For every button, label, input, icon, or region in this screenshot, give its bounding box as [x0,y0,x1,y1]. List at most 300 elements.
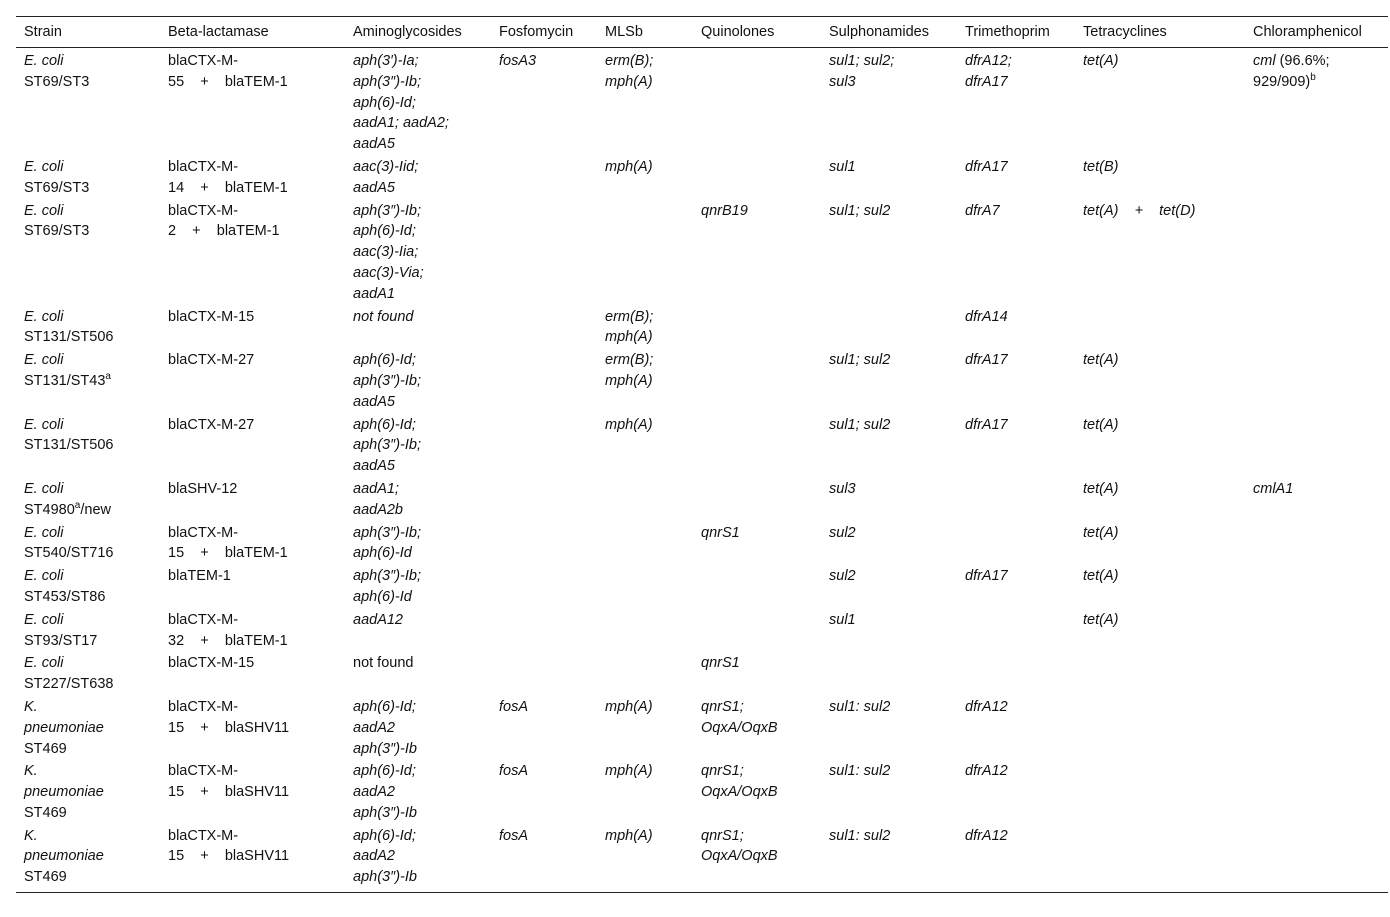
cell-sulphonamides [821,478,957,522]
cell-line: mph(A) [605,329,653,346]
header-chloramphenicol: Chloramphenicol [1245,17,1388,48]
table-row [16,696,1388,760]
cell-sulphonamides [821,306,957,350]
cell-line: aph(3″)-Ib [353,740,417,757]
cell-fosfomycin [491,48,597,156]
cell-aminoglycosides [345,760,491,824]
cell-tetracyclines [1075,414,1245,478]
cell-line: aph(6)-Id; [353,94,416,111]
cell-trimethoprim [957,760,1075,824]
cell-line: aph(3′)-Ia; [353,53,419,69]
cell-line: aph(6)-Id; [353,763,416,780]
cell-strain [16,652,160,696]
cell-fosfomycin [491,825,597,893]
cell-aminoglycosides [345,156,491,200]
strain-sequence-type: ST4980 [24,501,75,518]
cell-line: blaCTX-M-27 [168,352,255,369]
cell-aminoglycosides [345,696,491,760]
strain-sequence-type: ST131/ST43 [24,372,106,389]
cell-line: dfrA12 [965,698,1008,715]
cell-line: E. coli [24,53,64,69]
cell-line: K. [24,827,38,844]
cell-line: dfrA17 [965,158,1008,175]
cell-sulphonamides [821,760,957,824]
cell-chloramphenicol [1245,414,1388,478]
cell-quinolones [693,522,821,566]
cell-line: blaCTX-M-15 [168,308,255,325]
cell-line: mph(A) [605,372,653,389]
cell-line: 32 + blaTEM-1 [168,632,288,649]
cell-line: ST469 [24,869,67,886]
cell-line: erm(B); [605,53,654,69]
cell-beta-lactamase [160,48,345,156]
cell-mlsb [597,200,693,306]
cell-chloramphenicol [1245,306,1388,350]
cell-line: qnrS1; [701,827,744,844]
cell-line: sul1 [829,158,856,175]
cell-line: K. [24,763,38,780]
cell-mlsb [597,349,693,413]
cell-mlsb [597,609,693,653]
cell-line: aph(3″)-Ib; [353,372,421,389]
cell-aminoglycosides [345,565,491,609]
cell-line: qnrB19 [701,202,748,219]
cell-line: mph(A) [605,73,653,90]
cell-line: sul1; sul2; [829,53,895,69]
cell-fosfomycin [491,349,597,413]
cell-line: mph(A) [605,158,653,175]
cell-mlsb [597,565,693,609]
cell-beta-lactamase [160,156,345,200]
cell-quinolones [693,200,821,306]
cell-strain [16,609,160,653]
cell-line: aadA1 [353,285,395,302]
cell-sulphonamides [821,522,957,566]
cell-sulphonamides [821,48,957,156]
cell-quinolones [693,48,821,156]
cell-line: aph(6)-Id; [353,698,416,715]
cell-line: blaCTX-M- [168,611,239,628]
cell-trimethoprim [957,200,1075,306]
cell-trimethoprim [957,349,1075,413]
cell-chloramphenicol [1245,760,1388,824]
cell-line: qnrS1; [701,698,744,715]
cell-fosfomycin [491,200,597,306]
cell-line: aadA5 [353,393,395,410]
cell-line: aac(3)-Iid; [353,158,419,175]
cell-strain [16,306,160,350]
cell-line: aph(3″)-Ib; [353,524,421,541]
cell-line: qnrS1; [701,763,744,780]
cell-line: 2 + blaTEM-1 [168,223,280,240]
cell-strain [16,760,160,824]
cell-sulphonamides [821,200,957,306]
cell-line: tet(A) [1083,568,1119,585]
cell-line: aph(6)-Id; [353,827,416,844]
cell-trimethoprim [957,306,1075,350]
cell-line: ST131/ST506 [24,437,114,454]
header-beta-lactamase: Beta-lactamase [160,17,345,48]
cell-line: dfrA7 [965,202,1000,219]
table-row [16,349,1388,413]
cell-line: pneumoniae [24,784,104,801]
cell-quinolones [693,825,821,893]
table-row [16,200,1388,306]
cell-quinolones [693,349,821,413]
footnote-marker: a [105,371,111,383]
cell-strain [16,48,160,156]
cell-beta-lactamase [160,414,345,478]
cell-line: aph(3″)-Ib; [353,202,421,219]
cell-strain [16,565,160,609]
cell-line: tet(A) [1083,352,1119,369]
cell-sulphonamides [821,696,957,760]
table-row [16,825,1388,893]
cell-fosfomycin [491,478,597,522]
cell-line [24,500,154,521]
cell-aminoglycosides [345,306,491,350]
header-mlsb: MLSb [597,17,693,48]
cell-line: E. coli [24,158,64,175]
cell-line: dfrA17 [965,73,1008,90]
cell-mlsb [597,652,693,696]
cell-line: aph(6)-Id; [353,416,416,433]
header-row [16,17,1388,48]
cell-trimethoprim [957,478,1075,522]
cell-line: 15 + blaSHV11 [168,848,290,865]
cell-strain [16,349,160,413]
cell-strain [16,200,160,306]
header-sulphonamides: Sulphonamides [821,17,957,48]
cell-line: tet(A) [1083,416,1119,433]
cell-chloramphenicol [1245,565,1388,609]
cell-line: blaCTX-M- [168,763,239,780]
cell-line: blaCTX-M- [168,827,239,844]
table-row [16,652,1388,696]
cell-line: blaCTX-M-15 [168,655,255,672]
cell-beta-lactamase [160,200,345,306]
table-row [16,760,1388,824]
cell-line: E. coli [24,524,64,541]
cell-strain [16,156,160,200]
cell-line: dfrA17 [965,416,1008,433]
cell-line: ST69/ST3 [24,179,90,196]
cell-beta-lactamase [160,478,345,522]
cell-line: ST469 [24,740,67,757]
cell-aminoglycosides [345,478,491,522]
cell-line: 15 + blaSHV11 [168,784,290,801]
gene-identity: (96.6%; [1279,53,1330,69]
cell-line: sul1: sul2 [829,827,891,844]
cell-line: sul3 [829,73,856,90]
cell-line: blaCTX-M- [168,53,239,69]
cell-sulphonamides [821,349,957,413]
cell-line: mph(A) [605,763,653,780]
cell-line [24,371,154,392]
table-body [16,48,1388,893]
cell-line: fosA [499,827,529,844]
cell-trimethoprim [957,652,1075,696]
cell-quinolones [693,306,821,350]
cell-line: qnrS1 [701,524,740,541]
cell-strain [16,478,160,522]
cell-chloramphenicol [1245,522,1388,566]
cell-tetracyclines [1075,156,1245,200]
cell-line: E. coli [24,655,64,672]
cell-quinolones [693,760,821,824]
cell-line: blaCTX-M- [168,202,239,219]
cell-quinolones [693,696,821,760]
cell-sulphonamides [821,156,957,200]
cell-mlsb [597,48,693,156]
cell-line: tet(A) [1083,53,1119,69]
cell-trimethoprim [957,522,1075,566]
cell-line: aph(6)-Id; [353,352,416,369]
cell-mlsb [597,825,693,893]
cell-line: E. coli [24,568,64,585]
cell-sulphonamides [821,414,957,478]
cell-line: tet(B) [1083,158,1119,175]
cell-aminoglycosides [345,825,491,893]
cell-line: aadA5 [353,136,395,153]
cell-mlsb [597,306,693,350]
cell-quinolones [693,414,821,478]
cell-line: blaCTX-M- [168,158,239,175]
cell-fosfomycin [491,652,597,696]
cell-aminoglycosides [345,48,491,156]
cell-line: OqxA/OqxB [701,784,778,801]
table-row [16,565,1388,609]
cell-line: sul1: sul2 [829,763,891,780]
cell-beta-lactamase [160,306,345,350]
cell-line: aph(6)-Id [353,545,412,562]
gene-coverage: 929/909) [1253,73,1311,90]
cell-sulphonamides [821,825,957,893]
footnote-marker: a [74,499,81,511]
cell-line: OqxA/OqxB [701,719,778,736]
cell-line: aadA1; [353,480,399,497]
table-row [16,522,1388,566]
cell-line: dfrA17 [965,568,1008,585]
cell-line: aadA5 [353,179,395,196]
cell-line: blaCTX-M-27 [168,416,255,433]
cell-line: E. coli [24,352,64,369]
cell-quinolones [693,609,821,653]
cell-line: 15 + blaTEM-1 [168,545,288,562]
cell-mlsb [597,760,693,824]
cell-chloramphenicol [1245,652,1388,696]
cell-line: sul1: sul2 [829,698,891,715]
cell-strain [16,825,160,893]
gene-name: cml [1253,53,1276,69]
cell-line: fosA [499,763,529,780]
cell-strain [16,696,160,760]
cell-sulphonamides [821,652,957,696]
header-quinolones: Quinolones [693,17,821,48]
header-tetracyclines: Tetracyclines [1075,17,1245,48]
cell-beta-lactamase [160,609,345,653]
cell-line: ST93/ST17 [24,632,98,649]
cell-line: OqxA/OqxB [701,848,778,865]
resistance-genes-table [16,16,1388,893]
cell-chloramphenicol [1245,200,1388,306]
header-fosfomycin: Fosfomycin [491,17,597,48]
cell-line [1253,72,1382,93]
cell-line: erm(B); [605,308,654,325]
cell-quinolones [693,156,821,200]
cell-aminoglycosides [345,652,491,696]
table-row [16,48,1388,156]
cell-beta-lactamase [160,522,345,566]
gene-name: cmlA1 [1253,480,1294,497]
cell-trimethoprim [957,696,1075,760]
cell-line [1253,479,1382,500]
header-aminoglycosides: Aminoglycosides [345,17,491,48]
cell-chloramphenicol [1245,609,1388,653]
cell-line: ST69/ST3 [24,223,90,240]
cell-line: qnrS1 [701,655,740,672]
cell-line: E. coli [24,480,64,497]
cell-line: mph(A) [605,416,653,433]
cell-line: aadA2b [353,501,403,518]
cell-line: sul2 [829,568,856,585]
cell-line: sul2 [829,524,856,541]
cell-line: not found [353,308,414,325]
cell-beta-lactamase [160,825,345,893]
cell-line: aadA12 [353,611,403,628]
cell-chloramphenicol [1245,696,1388,760]
cell-line: sul3 [829,480,856,497]
cell-line: E. coli [24,611,64,628]
cell-fosfomycin [491,306,597,350]
cell-mlsb [597,696,693,760]
cell-line: aph(3″)-Ib; [353,568,421,585]
cell-quinolones [693,565,821,609]
cell-aminoglycosides [345,200,491,306]
cell-line: mph(A) [605,827,653,844]
cell-line: pneumoniae [24,719,104,736]
cell-line: mph(A) [605,698,653,715]
cell-mlsb [597,522,693,566]
cell-line: fosA3 [499,53,537,69]
cell-fosfomycin [491,522,597,566]
cell-line: blaCTX-M- [168,698,239,715]
cell-line: aadA2 [353,719,395,736]
cell-mlsb [597,156,693,200]
cell-line: blaTEM-1 [168,568,231,585]
cell-chloramphenicol [1245,825,1388,893]
cell-line [1253,51,1382,72]
header-strain: Strain [16,17,160,48]
cell-line: aac(3)-Via; [353,264,424,281]
cell-tetracyclines [1075,522,1245,566]
cell-sulphonamides [821,565,957,609]
cell-beta-lactamase [160,652,345,696]
cell-chloramphenicol [1245,156,1388,200]
cell-line: dfrA12 [965,827,1008,844]
cell-chloramphenicol [1245,349,1388,413]
cell-line: 15 + blaSHV11 [168,719,290,736]
cell-line: E. coli [24,202,64,219]
cell-line: sul1; sul2 [829,202,891,219]
cell-line: aph(6)-Id [353,588,412,605]
cell-trimethoprim [957,156,1075,200]
cell-quinolones [693,478,821,522]
cell-tetracyclines [1075,825,1245,893]
cell-tetracyclines [1075,200,1245,306]
cell-aminoglycosides [345,522,491,566]
cell-line: sul1 [829,611,856,628]
cell-mlsb [597,478,693,522]
cell-line: ST69/ST3 [24,73,90,90]
cell-tetracyclines [1075,652,1245,696]
table-row [16,478,1388,522]
cell-tetracyclines [1075,478,1245,522]
cell-fosfomycin [491,414,597,478]
cell-line: fosA [499,698,529,715]
cell-line: 55 + blaTEM-1 [168,73,288,90]
cell-beta-lactamase [160,696,345,760]
cell-line: erm(B); [605,352,654,369]
cell-fosfomycin [491,696,597,760]
table-row [16,414,1388,478]
cell-trimethoprim [957,414,1075,478]
cell-mlsb [597,414,693,478]
cell-line: blaCTX-M- [168,524,239,541]
cell-aminoglycosides [345,414,491,478]
cell-aminoglycosides [345,349,491,413]
cell-line: aph(3″)-Ib [353,804,417,821]
cell-line: aadA2 [353,784,395,801]
cell-fosfomycin [491,565,597,609]
cell-chloramphenicol [1245,478,1388,522]
cell-fosfomycin [491,156,597,200]
cell-line: K. [24,698,38,715]
cell-aminoglycosides [345,609,491,653]
cell-line: aadA5 [353,458,395,475]
cell-line: ST540/ST716 [24,545,114,562]
cell-tetracyclines [1075,609,1245,653]
cell-line: aadA2 [353,848,395,865]
header-trimethoprim: Trimethoprim [957,17,1075,48]
cell-line: dfrA17 [965,352,1008,369]
cell-line: aph(3″)-Ib; [353,437,421,454]
cell-trimethoprim [957,609,1075,653]
cell-tetracyclines [1075,306,1245,350]
table-row [16,609,1388,653]
cell-line: tet(A) + tet(D) [1083,202,1196,219]
cell-tetracyclines [1075,48,1245,156]
cell-chloramphenicol [1245,48,1388,156]
cell-line: aac(3)-Iia; [353,244,419,261]
cell-tetracyclines [1075,696,1245,760]
strain-sequence-type-suffix: /new [80,501,111,518]
cell-tetracyclines [1075,760,1245,824]
cell-beta-lactamase [160,565,345,609]
cell-line: dfrA12 [965,763,1008,780]
cell-strain [16,414,160,478]
cell-line: blaSHV-12 [168,480,238,497]
cell-tetracyclines [1075,349,1245,413]
table-row [16,156,1388,200]
cell-line: ST469 [24,804,67,821]
cell-line: tet(A) [1083,611,1119,628]
cell-line: ST453/ST86 [24,588,106,605]
cell-line: dfrA12; [965,53,1012,69]
cell-line: aadA1; aadA2; [353,115,449,132]
cell-line: not found [353,655,414,672]
cell-beta-lactamase [160,349,345,413]
